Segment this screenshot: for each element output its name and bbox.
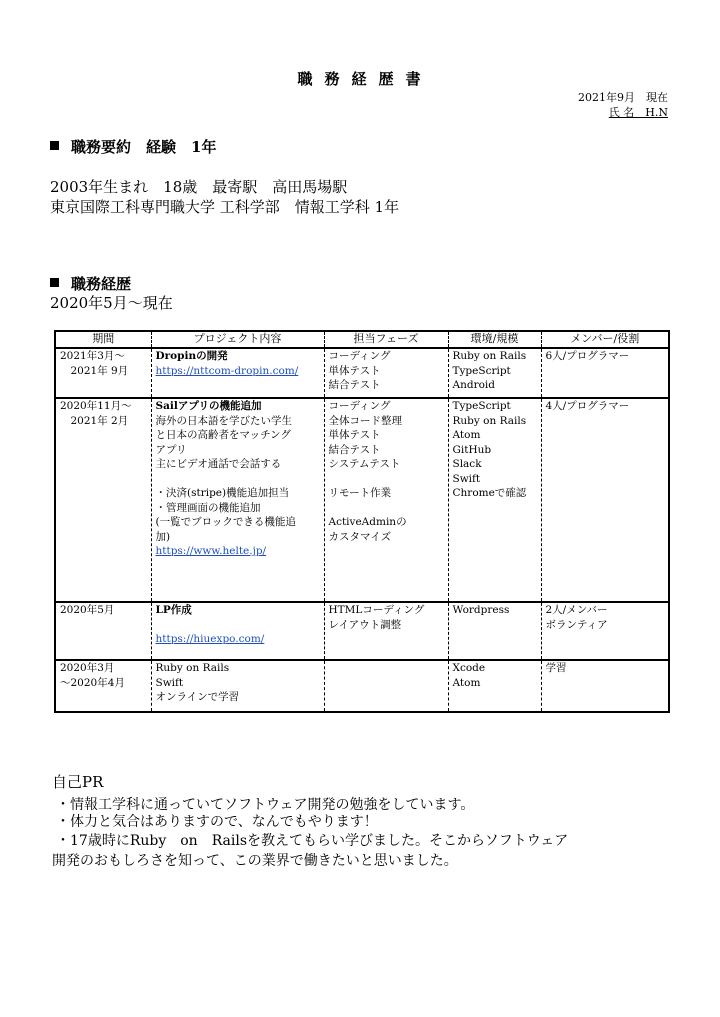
cell-env: TypeScript Ruby on Rails Atom GitHub Slack Swift Chromeで確認 <box>448 398 541 602</box>
col-header-project: プロジェクト内容 <box>151 331 324 348</box>
cell-env: Wordpress <box>448 602 541 660</box>
pr-line: 開発のおもしろさを知って、この業界で働きたいと思いました。 <box>52 853 458 869</box>
cell-period: 2021年3月～ 2021年 9月 <box>55 348 151 398</box>
career-period: 2020年5月～現在 <box>50 294 173 312</box>
square-bullet-icon <box>50 278 59 287</box>
pr-line: ・情報工学科に通っていてソフトウェア開発の勉強をしています。 <box>56 797 475 813</box>
project-title: LP作成 <box>155 604 192 616</box>
cell-period: 2020年11月～ 2021年 2月 <box>55 398 151 602</box>
summary-heading-text: 職務要約 経験 1年 <box>71 138 217 156</box>
project-title: Dropinの開発 <box>155 350 228 362</box>
table-row <box>55 602 669 660</box>
cell-env: Ruby on Rails TypeScript Android <box>448 348 541 398</box>
summary-line: 東京国際工科専門職大学 工科学部 情報工学科 1年 <box>50 198 400 216</box>
table-row <box>55 398 669 602</box>
cell-member: 2人/メンバー ボランティア <box>541 602 669 660</box>
author-name: 氏 名 H.N <box>608 106 668 119</box>
cell-member: 4人/プログラマー <box>541 398 669 602</box>
career-table <box>54 330 670 713</box>
project-description: 海外の日本語を学びたい学生 と日本の高齢者をマッチング アプリ 主にビデオ通話で会話する ・決済(stripe)機能追加担当 ・管理画面の機能追加 (一覧でブロックできる機能追 加) <box>155 414 296 543</box>
cell-period: 2020年3月 ～2020年4月 <box>55 660 151 712</box>
career-heading <box>50 273 131 294</box>
table-row <box>55 660 669 712</box>
cell-phase: コーディング 全体コード整理 単体テスト 結合テスト システムテスト リモート作業 ActiveAdminの カスタマイズ <box>324 398 448 602</box>
project-link[interactable]: https://www.helte.jp/ <box>155 545 267 557</box>
cell-project <box>151 602 324 660</box>
cell-env: Xcode Atom <box>448 660 541 712</box>
document-title: 職務経歴書 <box>297 70 433 88</box>
table-row <box>55 348 669 398</box>
square-bullet-icon <box>50 141 59 150</box>
document-date: 2021年9月 現在 <box>578 91 668 104</box>
cell-project <box>151 398 324 602</box>
cell-project <box>151 348 324 398</box>
pr-line: ・17歳時にRuby on Railsを教えてもらい学びました。そこからソフトウェア <box>56 833 569 849</box>
project-link[interactable]: https://nttcom-dropin.com/ <box>155 364 299 377</box>
summary-heading <box>50 136 216 157</box>
cell-member: 学習 <box>541 660 669 712</box>
pr-line: ・体力と気合はありますので、なんでもやります！ <box>56 814 378 830</box>
pr-heading: 自己PR <box>52 773 104 791</box>
project-title: Sailアプリの機能追加 <box>155 400 262 412</box>
col-header-member: メンバー/役割 <box>541 331 669 348</box>
cell-period: 2020年5月 <box>55 602 151 660</box>
career-heading-text: 職務経歴 <box>71 275 132 293</box>
summary-line: 2003年生まれ 18歳 最寄駅 高田馬場駅 <box>50 178 348 196</box>
col-header-phase: 担当フェーズ <box>324 331 448 348</box>
cell-phase: HTMLコーディング レイアウト調整 <box>324 602 448 660</box>
project-link[interactable]: https://hiuexpo.com/ <box>155 633 265 645</box>
cell-member: 6人/プログラマー <box>541 348 669 398</box>
col-header-env: 環境/規模 <box>448 331 541 348</box>
col-header-period: 期間 <box>55 331 151 348</box>
cell-phase: コーディング 単体テスト 結合テスト <box>324 348 448 398</box>
cell-project: Ruby on Rails Swift オンラインで学習 <box>151 660 324 712</box>
table-header-row <box>55 331 669 348</box>
cell-phase <box>324 660 448 712</box>
